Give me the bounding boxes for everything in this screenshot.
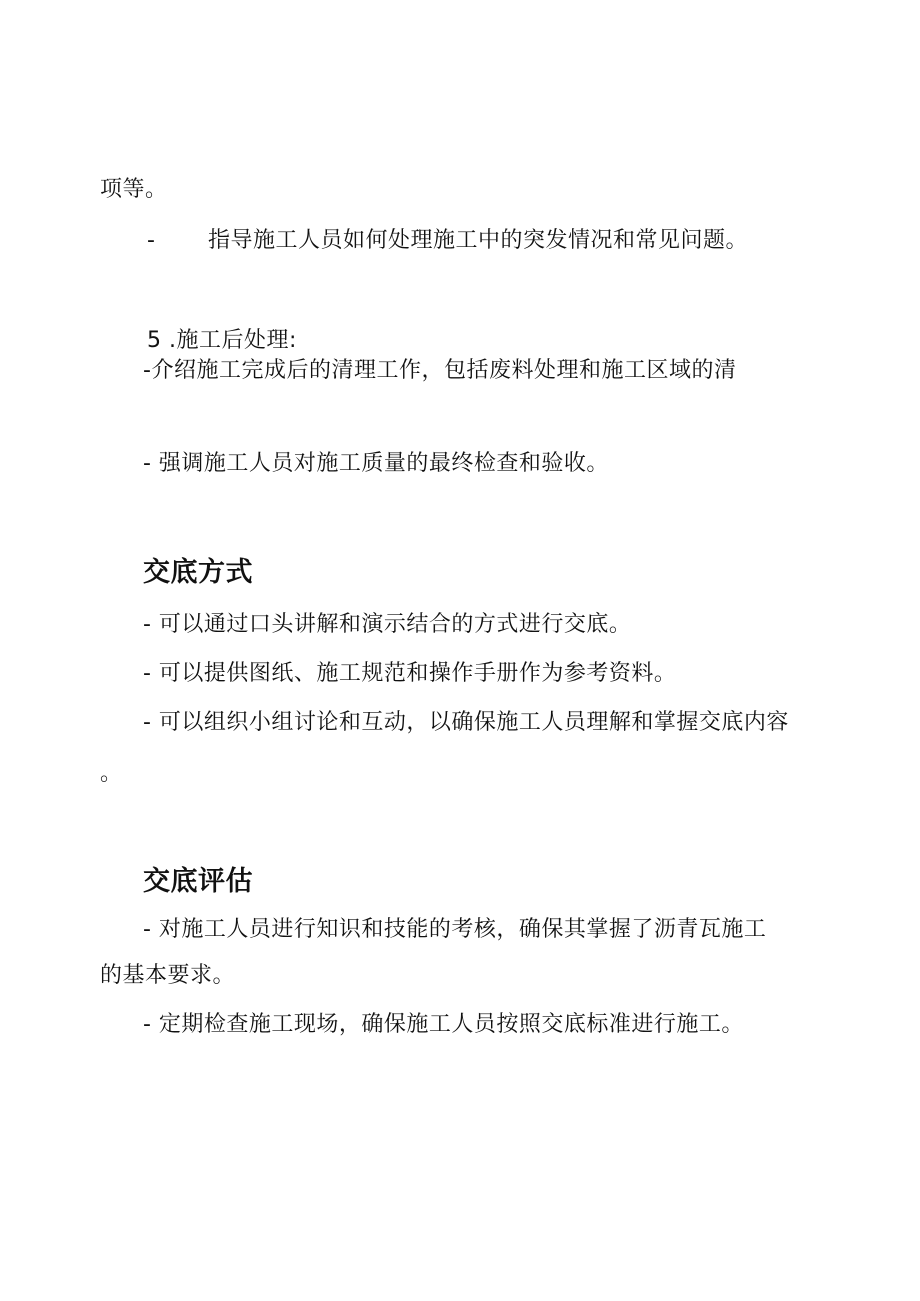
bullet-dash: - — [147, 228, 156, 253]
continuation-text: 项等。 — [100, 177, 168, 202]
methods-item: - 可以提供图纸、施工规范和操作手册作为参考资料。 — [143, 661, 677, 686]
section-title-post-construction: 5 .施工后处理: — [147, 328, 297, 353]
evaluation-item-continuation: 的基本要求。 — [100, 963, 236, 988]
methods-item: - 可以组织小组讨论和互动，以确保施工人员理解和掌握交底内容 — [143, 710, 789, 735]
post-construction-item-inspection: - 强调施工人员对施工质量的最终检查和验收。 — [143, 451, 609, 476]
methods-item-end: 。 — [100, 761, 123, 786]
guidance-item: 指导施工人员如何处理施工中的突发情况和常见问题。 — [208, 228, 749, 253]
post-construction-item-cleanup: -介绍施工完成后的清理工作，包括废料处理和施工区域的清 — [143, 358, 737, 383]
methods-item: - 可以通过口头讲解和演示结合的方式进行交底。 — [143, 612, 632, 637]
evaluation-item: - 对施工人员进行知识和技能的考核，确保其掌握了沥青瓦施工 — [143, 917, 767, 942]
heading-methods: 交底方式 — [143, 557, 253, 588]
heading-evaluation: 交底评估 — [143, 866, 253, 897]
evaluation-item: - 定期检查施工现场，确保施工人员按照交底标准进行施工。 — [143, 1012, 744, 1037]
